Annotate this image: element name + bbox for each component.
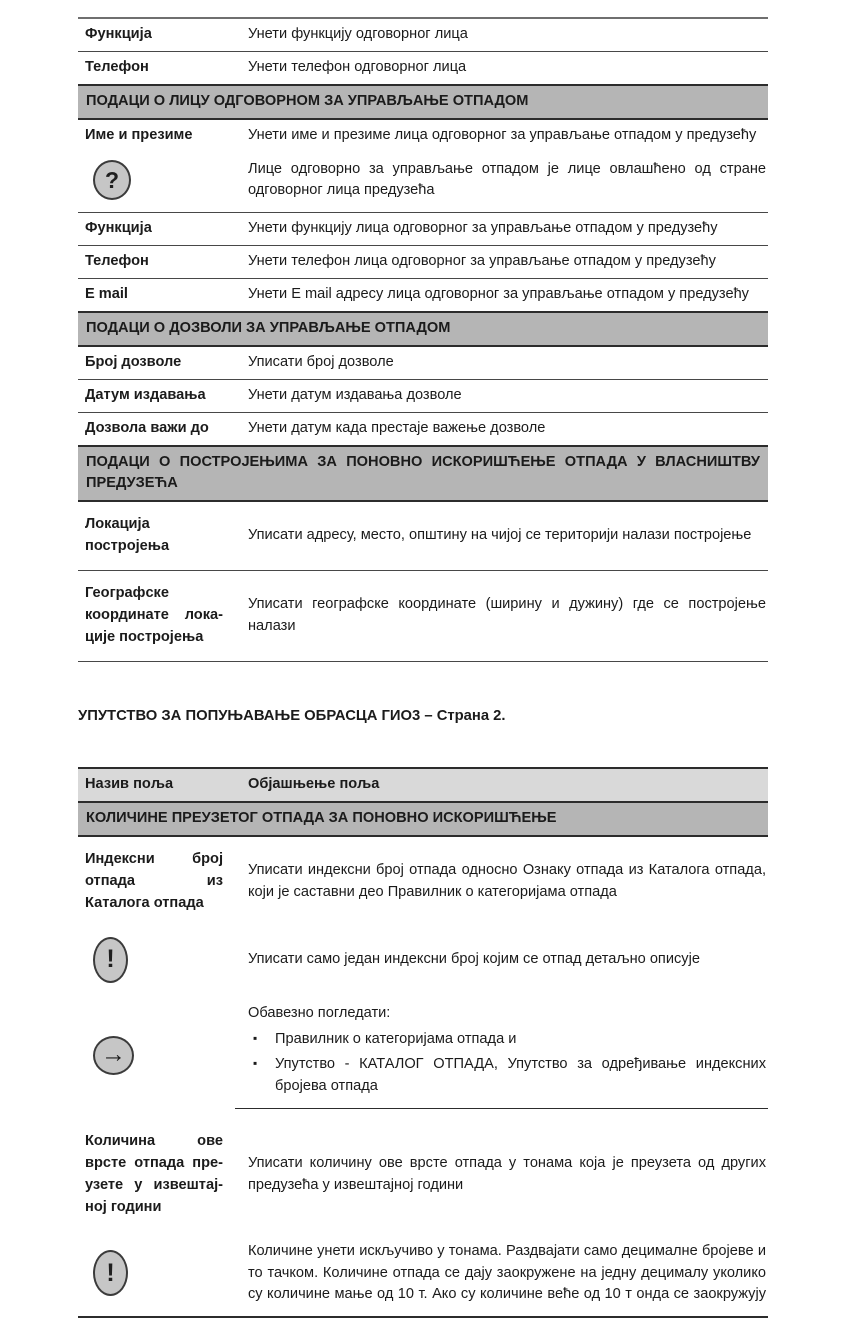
field-row-ime-prezime — [78, 120, 768, 149]
field-label: Датум издавања — [85, 386, 206, 403]
section-header-permit — [78, 311, 768, 347]
field-label: Индексни број отпада из Каталога отпада — [85, 850, 223, 911]
question-icon: ? — [93, 160, 131, 200]
field-description: Унети име и презиме лица одговорног за управљање отпадом у предузећу — [248, 126, 757, 143]
note-text: Уписати само један индексни број којим се отпад детаљно описује — [248, 950, 700, 967]
field-row-telefon-1 — [78, 52, 768, 84]
field-row-kolicina — [78, 1119, 768, 1231]
reference-list — [248, 1029, 766, 1098]
section-title: КОЛИЧИНЕ ПРЕУЗЕТОГ ОТПАДА ЗА ПОНОВНО ИСКОРИШЋЕЊЕ — [86, 809, 557, 826]
exclamation-icon: ! — [93, 937, 128, 983]
note-text: Лице одговорно за управљање отпадом је лице овлашћено од стране одговорног лица предузећа — [248, 160, 766, 199]
icon-cell — [78, 937, 235, 983]
field-label: Дозвола важи до — [85, 419, 209, 436]
section-header-person — [78, 84, 768, 120]
section-title: ПОДАЦИ О ДОЗВОЛИ ЗА УПРАВЉАЊЕ ОТПАДОМ — [86, 320, 451, 337]
page-title: УПУТСТВО ЗА ПОПУЊАВАЊЕ ОБРАСЦА ГИО3 – Страна 2. — [78, 707, 506, 724]
field-row-indeksni-broj — [78, 837, 768, 927]
field-label: Количина ове врсте отпада пре-узете у извештај-ној години — [85, 1133, 223, 1215]
field-row-telefon-2 — [78, 246, 768, 279]
note-row-arrow — [78, 993, 768, 1120]
note-row-question — [78, 149, 768, 214]
field-row-funkcija-2 — [78, 213, 768, 246]
section-header-quantities — [78, 801, 768, 837]
field-label: Број дозволе — [85, 353, 182, 370]
field-row-koordinate — [78, 571, 768, 662]
note-text — [235, 1003, 768, 1110]
field-description: Уписати адресу, место, општину на чијој се територији налази постројење — [248, 527, 752, 544]
field-label: Име и презиме — [85, 126, 193, 143]
field-label: Функција — [85, 220, 152, 237]
note-intro: Обавезно погледати: — [248, 1004, 391, 1021]
icon-cell — [78, 1250, 235, 1296]
field-description: Уписати географске координате (ширину и дужину) где се постројење налази — [248, 596, 766, 634]
field-label: Локација постројења — [85, 516, 170, 555]
icon-cell — [78, 160, 235, 200]
field-label: E mail — [85, 286, 128, 303]
note-row-exclamation-2 — [78, 1231, 768, 1318]
column-header-explanation: Објашњење поља — [248, 776, 380, 793]
field-row-broj-dozvole — [78, 347, 768, 380]
field-label: Географске координате лока-ције постројења — [85, 585, 223, 645]
field-row-dozvola-vazi — [78, 413, 768, 445]
field-label: Телефон — [85, 58, 149, 75]
field-label: Телефон — [85, 253, 149, 270]
list-item: ▪ Упутство - КАТАЛОГ ОТПАДА, Упутство за одређивање индексних бројева отпада — [248, 1054, 766, 1098]
field-description: Унети телефон лица одговорног за управљање отпадом у предузећу — [248, 253, 716, 270]
instruction-table-bottom — [78, 767, 768, 1318]
field-description: Уписати индексни број отпада односно Ознаку отпада из Каталога отпада, који је саставни део Правилник о категоријама отпада — [248, 861, 766, 900]
field-row-funkcija-1 — [78, 19, 768, 52]
field-description: Унети E mail адресу лица одговорног за управљање отпадом у предузећу — [248, 286, 749, 303]
column-header-name: Назив поља — [85, 776, 174, 793]
list-item: ▪ Правилник о категоријама отпада и — [248, 1029, 766, 1051]
instruction-table-top — [78, 17, 768, 662]
note-row-exclamation-1 — [78, 927, 768, 993]
field-description: Унети датум када престаје важење дозволе — [248, 419, 546, 436]
field-row-lokacija — [78, 502, 768, 571]
column-header-row — [78, 767, 768, 801]
field-description: Уписати количину ове врсте отпада у тонама која је преузета од других предузећа у извештајној години — [248, 1154, 766, 1193]
section-header-facilities — [78, 445, 768, 503]
field-row-datum-izdavanja — [78, 380, 768, 413]
document-page — [78, 17, 768, 1318]
section-title: ПОДАЦИ О ПОСТРОЈЕЊИМА ЗА ПОНОВНО ИСКОРИШЋЕЊЕ ОТПАДА У ВЛАСНИШТВУ ПРЕДУЗЕЋА — [86, 453, 760, 492]
field-label: Функција — [85, 26, 152, 42]
section-title: ПОДАЦИ О ЛИЦУ ОДГОВОРНОМ ЗА УПРАВЉАЊЕ ОТПАДОМ — [86, 92, 529, 109]
arrow-icon: → — [93, 1036, 134, 1075]
field-description: Унети телефон одговорног лица — [248, 58, 467, 75]
note-text: Количине унети искључиво у тонама. Раздвајати само децималне бројеве и то тачком. Количине отпада се дају заокружене на једну децималу уколико су количине мање од 10 т. Ако су количине веће од 10 т онда се заокружују — [248, 1242, 766, 1303]
icon-cell — [78, 1036, 235, 1075]
field-description: Уписати број дозволе — [248, 353, 394, 370]
field-description: Унети функцију одговорног лица — [248, 26, 468, 42]
field-row-email — [78, 279, 768, 311]
exclamation-icon: ! — [93, 1250, 128, 1296]
field-description: Унети датум издавања дозволе — [248, 386, 462, 403]
field-description: Унети функцију лица одговорног за управљање отпадом у предузећу — [248, 220, 718, 237]
